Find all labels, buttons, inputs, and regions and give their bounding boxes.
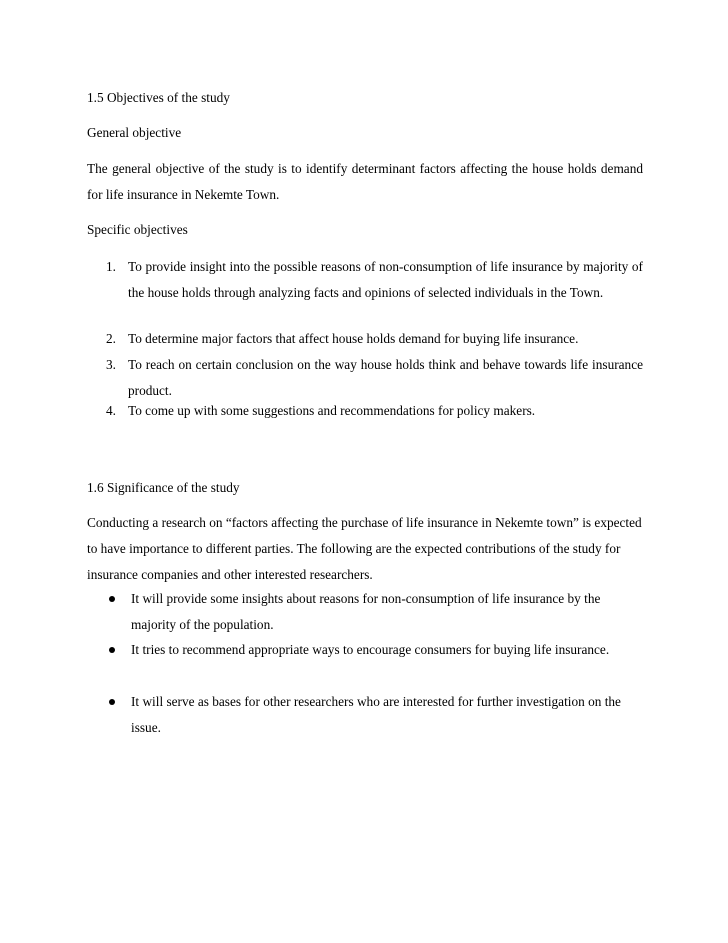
list-item-text: To determine major factors that affect house holds demand for buying life insurance. <box>128 331 579 346</box>
list-item-text: To provide insight into the possible reasons of non-consumption of life insurance by majority of the house holds through analyzing facts and opinions of selected individuals in the Town. <box>128 259 643 300</box>
section-heading-significance: 1.6 Significance of the study <box>87 480 240 495</box>
list-item <box>131 586 643 638</box>
list-item-text: It tries to recommend appropriate ways to encourage consumers for buying life insurance. <box>131 642 610 657</box>
subheading-specific-objectives: Specific objectives <box>87 222 188 237</box>
bullet-icon <box>109 647 115 653</box>
section-heading-objectives: 1.5 Objectives of the study <box>87 90 230 105</box>
general-objective-paragraph: The general objective of the study is to identify determinant factors affecting the house holds demand for life insurance in Nekemte Town. <box>87 161 643 202</box>
list-item <box>131 637 643 663</box>
list-item <box>106 352 643 404</box>
list-item-text: To reach on certain conclusion on the way house holds think and behave towards life insurance product. <box>128 357 643 398</box>
list-item-text: It will provide some insights about reasons for non-consumption of life insurance by the majority of the population. <box>131 591 601 632</box>
bullet-icon <box>109 699 115 705</box>
subheading-general-objective: General objective <box>87 125 182 140</box>
list-item-text: To come up with some suggestions and recommendations for policy makers. <box>128 403 536 418</box>
list-number: 1. <box>106 259 116 274</box>
list-item <box>106 398 643 424</box>
list-item <box>106 326 643 352</box>
list-number: 4. <box>106 403 116 418</box>
bullet-icon <box>109 596 115 602</box>
list-item-text: It will serve as bases for other researchers who are interested for further investigation on the issue. <box>131 694 621 735</box>
significance-intro-paragraph: Conducting a research on “factors affecting the purchase of life insurance in Nekemte town” is expected to have importance to different parties. The following are the expected contributions of the study for insurance companies and other interested researchers. <box>87 515 642 582</box>
list-number: 2. <box>106 331 116 346</box>
list-item <box>106 254 643 306</box>
list-item <box>131 689 643 741</box>
list-number: 3. <box>106 357 116 372</box>
